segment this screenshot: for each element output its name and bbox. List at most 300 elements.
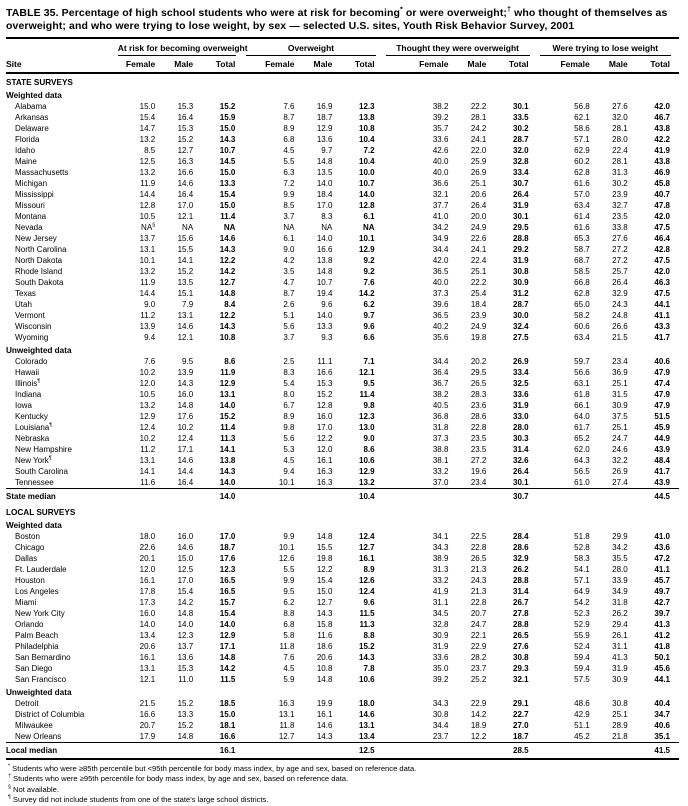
table-row (6, 189, 679, 200)
table-row (6, 299, 679, 310)
table-row (6, 389, 679, 400)
value-cell: 14.0 (219, 619, 236, 629)
value-cell: 7.6 (144, 356, 156, 366)
value-cell: 41.1 (654, 564, 670, 574)
value-cell: 47.8 (654, 200, 670, 210)
value-cell: 28.5 (495, 742, 537, 759)
value-cell: 35.7 (432, 123, 449, 133)
value-cell: 21.5 (139, 698, 156, 708)
value-cell: 12.3 (219, 564, 236, 574)
value-cell: 14.1 (177, 255, 194, 265)
value-cell: 4.5 (283, 455, 295, 465)
value-cell: 26.2 (612, 608, 628, 618)
value-cell: 26.5 (470, 553, 487, 563)
table-row (6, 531, 679, 542)
value-cell: 61.6 (574, 222, 590, 232)
value-cell: 16.5 (219, 586, 236, 596)
value-cell: 26.4 (612, 277, 628, 287)
value-cell: 41.7 (654, 466, 670, 476)
yrbs-table (6, 37, 679, 760)
value-cell: 27.5 (513, 332, 529, 342)
site-cell: Missouri (15, 200, 45, 210)
value-cell: 26.1 (612, 630, 628, 640)
value-cell: 8.5 (144, 145, 156, 155)
value-cell: 4.2 (283, 255, 295, 265)
value-cell: 13.2 (359, 477, 375, 487)
value-cell: 16.3 (316, 466, 333, 476)
value-cell: 17.1 (177, 444, 194, 454)
value-cell: 15.0 (219, 123, 236, 133)
value-cell: 25.7 (612, 266, 628, 276)
site-cell: New Orleans (15, 731, 62, 741)
value-cell (384, 488, 458, 504)
value-cell: 12.1 (139, 674, 156, 684)
value-cell: 5.9 (283, 674, 295, 684)
value-cell: 16.1 (316, 455, 333, 465)
table-row (6, 586, 679, 597)
table-row (6, 178, 679, 189)
site-cell: District of Columbia (15, 709, 85, 719)
value-cell: 18.4 (316, 189, 333, 199)
value-cell: 15.2 (219, 411, 236, 421)
value-cell: 6.2 (283, 597, 295, 607)
group-header-thought-overweight: Thought they were overweight (384, 38, 538, 56)
value-cell: 13.2 (139, 266, 156, 276)
value-cell: 16.1 (316, 709, 333, 719)
value-cell: 14.3 (219, 134, 236, 144)
table-row (6, 709, 679, 720)
table-row (6, 222, 679, 233)
value-cell: 14.1 (139, 466, 156, 476)
value-cell: 59.7 (574, 356, 590, 366)
value-cell: 14.6 (177, 178, 194, 188)
value-cell: 41.3 (612, 652, 628, 662)
value-cell (303, 742, 341, 759)
value-cell: 14.0 (219, 400, 236, 410)
site-cell: Maine (15, 156, 37, 166)
site-cell: Tennessee (15, 477, 54, 487)
value-cell: 4.5 (283, 145, 295, 155)
site-cell: Philadelphia (15, 641, 59, 651)
value-cell: 35.0 (432, 663, 449, 673)
value-cell: 26.2 (513, 564, 529, 574)
col-header: Total (341, 56, 383, 73)
value-cell: 27.4 (612, 477, 628, 487)
table-row (6, 455, 679, 466)
table-row (6, 652, 679, 663)
value-cell: 50.1 (654, 652, 670, 662)
site-cell: Detroit (15, 698, 39, 708)
value-cell: 14.3 (359, 652, 375, 662)
value-cell: 41.5 (637, 742, 679, 759)
value-cell: 15.9 (219, 112, 236, 122)
value-cell: 14.3 (316, 731, 333, 741)
value-cell: 8.9 (283, 123, 295, 133)
value-cell: 42.9 (574, 709, 590, 719)
value-cell: 10.8 (359, 123, 375, 133)
value-cell: 15.0 (139, 101, 156, 111)
value-cell: 9.5 (283, 586, 295, 596)
value-cell: 13.1 (278, 709, 295, 719)
site-cell: Nebraska (15, 433, 50, 443)
value-cell: 13.7 (177, 641, 194, 651)
value-cell: 5.4 (283, 378, 295, 388)
value-cell: 12.2 (219, 255, 236, 265)
value-cell: 37.3 (432, 288, 449, 298)
table-row (6, 608, 679, 619)
table-header (6, 38, 679, 73)
site-cell: Mississippi (15, 189, 54, 199)
value-cell: 14.6 (219, 233, 236, 243)
value-cell: 14.6 (177, 455, 194, 465)
value-cell: 5.1 (283, 310, 295, 320)
value-cell: 6.1 (363, 211, 375, 221)
value-cell: 36.4 (432, 367, 449, 377)
value-cell: 62.8 (574, 288, 590, 298)
value-cell: 41.2 (654, 630, 670, 640)
value-cell: 12.9 (219, 378, 236, 388)
value-cell: 12.7 (278, 731, 295, 741)
table-row (6, 233, 679, 244)
value-cell: 9.9 (283, 189, 295, 199)
value-cell: 15.7 (219, 597, 236, 607)
section-label: STATE SURVEYS (6, 77, 73, 87)
value-cell: 15.2 (219, 101, 236, 111)
value-cell: 13.0 (359, 422, 375, 432)
value-cell: 13.1 (139, 663, 156, 673)
value-cell (116, 488, 165, 504)
value-cell: 12.3 (359, 101, 375, 111)
sub-header-row (6, 56, 679, 73)
value-cell: 42.0 (654, 266, 670, 276)
value-cell: 17.0 (177, 200, 194, 210)
table-row (6, 433, 679, 444)
value-cell: 15.3 (177, 663, 194, 673)
value-cell: 16.0 (177, 531, 194, 541)
value-cell: 14.8 (316, 674, 333, 684)
value-cell: 20.7 (470, 608, 487, 618)
col-header: Total (637, 56, 679, 73)
value-cell: 61.8 (574, 389, 590, 399)
value-cell: 11.9 (140, 277, 156, 287)
group-header-overweight: Overweight (244, 38, 383, 56)
value-cell (164, 742, 202, 759)
value-cell: 12.1 (177, 332, 194, 342)
value-cell: 35.5 (612, 553, 628, 563)
value-cell: 15.3 (316, 378, 333, 388)
value-cell: 16.5 (219, 575, 236, 585)
value-cell: 12.4 (359, 586, 375, 596)
footnote-text: Not available. (13, 784, 60, 794)
value-cell: 30.9 (612, 674, 628, 684)
value-cell: 14.0 (219, 477, 236, 487)
value-cell: 12.8 (139, 200, 156, 210)
table-row (6, 255, 679, 266)
site-cell: Rhode Island (15, 266, 63, 276)
value-cell: 12.3 (177, 630, 194, 640)
value-cell: 16.6 (316, 367, 333, 377)
value-cell: 19.8 (470, 332, 487, 342)
table-row (6, 400, 679, 411)
table-title: TABLE 35. Percentage of high school students who were at risk for becoming* or were overweight;† who thought of themselves as overweight; and who were trying to lose weight, by sex — selected U.S. sites, Youth Risk Behavior Survey, 2001 (6, 5, 668, 32)
value-cell: 61.4 (574, 211, 590, 221)
value-cell: 20.6 (470, 189, 487, 199)
table-row (6, 731, 679, 743)
subsection-label: Unweighted data (6, 345, 72, 355)
value-cell: 6.6 (363, 332, 375, 342)
value-cell: 32.2 (612, 455, 628, 465)
value-cell: 7.1 (363, 356, 375, 366)
value-cell: 22.6 (470, 233, 487, 243)
value-cell: 14.0 (202, 488, 244, 504)
value-cell: 29.2 (513, 244, 529, 254)
value-cell: 28.8 (513, 233, 529, 243)
value-cell: 12.4 (359, 531, 375, 541)
value-cell: 44.9 (654, 433, 670, 443)
section-label: LOCAL SURVEYS (6, 507, 76, 517)
value-cell: 9.3 (321, 332, 333, 342)
value-cell: 11.2 (140, 310, 156, 320)
value-cell: 20.0 (470, 211, 487, 221)
value-cell: 13.6 (177, 652, 194, 662)
value-cell: 27.6 (612, 101, 628, 111)
value-cell: 10.0 (359, 167, 375, 177)
value-cell: 38.2 (432, 389, 449, 399)
value-cell: 31.9 (513, 200, 529, 210)
value-cell: 34.4 (432, 720, 449, 730)
table-row (6, 564, 679, 575)
value-cell: 38.2 (432, 101, 449, 111)
value-cell: 47.9 (654, 367, 670, 377)
value-cell: 11.5 (359, 608, 375, 618)
value-cell: 42.8 (654, 244, 670, 254)
value-cell: 60.6 (574, 321, 590, 331)
value-cell: 27.6 (513, 641, 529, 651)
value-cell: 32.1 (432, 189, 449, 199)
value-cell: 14.5 (219, 156, 236, 166)
value-cell: 12.2 (316, 564, 333, 574)
value-cell: 19.9 (316, 698, 333, 708)
value-cell: 14.6 (316, 720, 333, 730)
value-cell: 22.9 (470, 698, 487, 708)
value-cell: 43.8 (654, 123, 670, 133)
table-row (6, 134, 679, 145)
site-cell: San Bernardino (15, 652, 71, 662)
value-cell: 43.9 (654, 444, 670, 454)
value-cell: 28.9 (612, 720, 628, 730)
value-cell: 17.6 (177, 411, 194, 421)
value-cell: 65.0 (574, 299, 590, 309)
value-cell: 47.9 (654, 400, 670, 410)
value-cell: 5.3 (283, 444, 295, 454)
value-cell: 10.5 (139, 389, 156, 399)
value-cell: 46.7 (654, 112, 670, 122)
value-cell: 38.8 (432, 444, 449, 454)
value-cell: 41.8 (654, 641, 670, 651)
value-cell: 2.5 (283, 356, 295, 366)
value-cell: 26.5 (513, 630, 529, 640)
value-cell: 24.1 (470, 244, 487, 254)
value-cell: 33.6 (513, 389, 529, 399)
value-cell: 30.0 (513, 310, 529, 320)
site-cell: Montana (15, 211, 47, 221)
value-cell: 14.2 (177, 597, 194, 607)
value-cell: 13.7 (139, 233, 156, 243)
value-cell: 17.0 (219, 531, 236, 541)
value-cell: 25.1 (470, 178, 487, 188)
value-cell: 40.0 (432, 167, 449, 177)
value-cell: 28.1 (612, 156, 628, 166)
value-cell: 14.3 (219, 466, 236, 476)
section-row (6, 504, 679, 518)
value-cell: 43.8 (654, 156, 670, 166)
value-cell: 14.4 (139, 288, 156, 298)
value-cell: 32.9 (612, 288, 628, 298)
value-cell: 17.6 (219, 553, 236, 563)
value-cell: 41.0 (432, 211, 449, 221)
value-cell (164, 488, 202, 504)
value-cell: 22.2 (470, 101, 487, 111)
value-cell (457, 742, 495, 759)
value-cell: 14.8 (316, 266, 333, 276)
value-cell: 34.9 (432, 233, 449, 243)
value-cell: 21.5 (612, 332, 628, 342)
value-cell: 26.9 (612, 466, 628, 476)
value-cell: 23.9 (470, 310, 487, 320)
footnote-marker: § (8, 784, 11, 791)
value-cell: 14.1 (219, 444, 236, 454)
site-cell: Dallas (15, 553, 38, 563)
value-cell: 24.8 (612, 310, 628, 320)
value-cell: 37.5 (612, 411, 628, 421)
value-cell: 6.2 (363, 299, 375, 309)
table-row (6, 112, 679, 123)
table-row (6, 630, 679, 641)
value-cell: 24.7 (470, 619, 487, 629)
value-cell: 18.7 (513, 731, 529, 741)
value-cell: 40.6 (654, 720, 670, 730)
value-cell: 28.7 (513, 134, 529, 144)
value-cell: 39.7 (654, 608, 670, 618)
table-row (6, 332, 679, 343)
value-cell: 26.4 (470, 200, 487, 210)
footnote-marker: * (8, 763, 11, 770)
value-cell: 21.3 (470, 586, 487, 596)
value-cell: 34.2 (432, 222, 449, 232)
value-cell: 65.3 (574, 233, 590, 243)
value-cell: 10.1 (278, 477, 295, 487)
value-cell: 30.1 (513, 477, 529, 487)
value-cell: 62.9 (574, 145, 590, 155)
value-cell: 12.6 (359, 575, 375, 585)
site-cell: Indiana (15, 389, 42, 399)
value-cell: 23.5 (470, 433, 487, 443)
value-cell: 28.1 (470, 112, 487, 122)
col-header: Male (164, 56, 202, 73)
value-cell: 26.5 (470, 378, 487, 388)
value-cell: 9.0 (283, 244, 295, 254)
value-cell: 31.3 (612, 167, 628, 177)
value-cell: 45.6 (654, 663, 670, 673)
value-cell: 32.8 (513, 156, 529, 166)
value-cell: 9.0 (363, 433, 375, 443)
value-cell: 51.5 (654, 411, 670, 421)
value-cell: 28.0 (612, 134, 628, 144)
value-cell: 15.2 (316, 389, 333, 399)
value-cell: 23.7 (470, 663, 487, 673)
value-cell: 10.1 (359, 233, 375, 243)
table-row (6, 123, 679, 134)
value-cell: 12.9 (219, 630, 236, 640)
value-cell: 26.7 (513, 597, 529, 607)
value-cell: 11.9 (140, 178, 156, 188)
value-cell: 14.8 (219, 652, 236, 662)
value-cell: 30.2 (513, 123, 529, 133)
value-cell: 10.2 (139, 367, 156, 377)
value-cell: 15.4 (219, 608, 236, 618)
value-cell: 14.0 (316, 233, 333, 243)
value-cell: 14.0 (359, 189, 375, 199)
group-header-row (6, 38, 679, 56)
value-cell: 14.2 (359, 288, 375, 298)
value-cell: 8.9 (363, 564, 375, 574)
table-row (6, 321, 679, 332)
value-cell: 17.9 (139, 731, 156, 741)
value-cell: 33.6 (432, 134, 449, 144)
value-cell: 38.9 (432, 553, 449, 563)
value-cell: 16.1 (202, 742, 244, 759)
value-cell: 59.4 (574, 652, 590, 662)
value-cell: 20.6 (139, 641, 156, 651)
value-cell: 37.3 (432, 433, 449, 443)
value-cell: 15.2 (177, 720, 194, 730)
value-cell: 5.8 (283, 630, 295, 640)
site-cell: South Dakota (15, 277, 64, 287)
value-cell: 54.1 (574, 564, 590, 574)
value-cell (303, 488, 341, 504)
value-cell: 14.6 (177, 321, 194, 331)
footnote-text: Students who were ≥85th percentile but <95th percentile for body mass index, by age and sex, based on reference data. (12, 763, 417, 773)
value-cell: 49.7 (654, 586, 670, 596)
value-cell: 42.6 (432, 145, 449, 155)
value-cell: 13.1 (359, 720, 375, 730)
value-cell: 12.5 (177, 564, 194, 574)
value-cell: 8.6 (363, 444, 375, 454)
value-cell: 13.1 (177, 310, 194, 320)
value-cell: 58.5 (574, 266, 590, 276)
value-cell: 9.5 (363, 378, 375, 388)
value-cell: 7.6 (283, 652, 295, 662)
table-row (6, 477, 679, 489)
col-header: Female (116, 56, 165, 73)
value-cell: 39.2 (432, 112, 449, 122)
value-cell: 17.3 (139, 597, 156, 607)
value-cell: 37.7 (432, 200, 449, 210)
value-cell: 14.2 (219, 266, 236, 276)
footnote (8, 774, 679, 785)
footnote-marker: ¶ (8, 794, 11, 801)
value-cell: 8.9 (283, 411, 295, 421)
value-cell: 13.4 (359, 731, 375, 741)
value-cell: 30.9 (612, 400, 628, 410)
table-row (6, 211, 679, 222)
value-cell: 16.0 (139, 608, 156, 618)
footnote (8, 785, 679, 796)
value-cell: 44.1 (654, 299, 670, 309)
value-cell: 9.7 (321, 145, 333, 155)
table-row (6, 641, 679, 652)
value-cell: 30.8 (432, 709, 449, 719)
